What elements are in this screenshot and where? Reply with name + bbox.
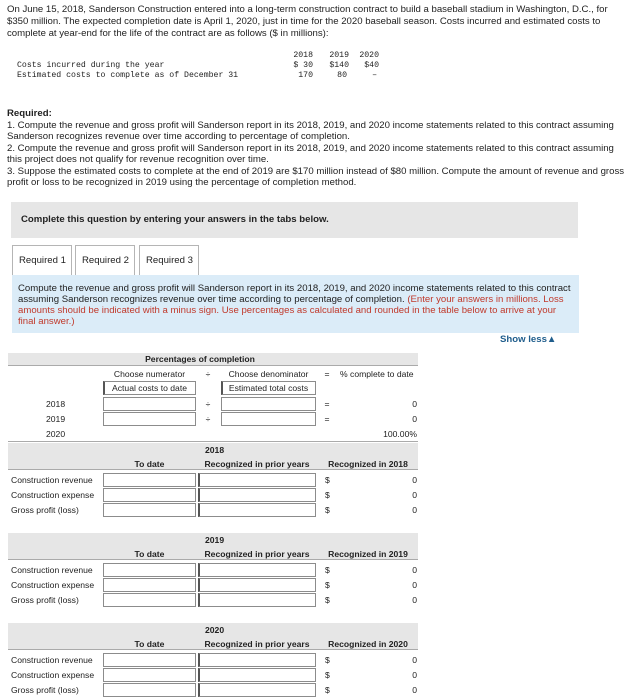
- expense-currency-2019: $: [325, 580, 330, 590]
- pct-result-2020: 100.00%: [383, 429, 417, 439]
- expense-prior-input-2018[interactable]: [198, 488, 316, 502]
- revenue-label-2020: Construction revenue: [11, 655, 93, 665]
- revenue-currency-2020: $: [325, 655, 330, 665]
- recognized-header-2019: Recognized in 2019: [328, 549, 408, 559]
- expense-todate-input-2020[interactable]: [103, 668, 196, 682]
- section-year-2020: 2020: [205, 625, 225, 635]
- tab-required-2[interactable]: Required 2: [75, 245, 135, 275]
- denominator-select[interactable]: Estimated total costs: [228, 383, 309, 393]
- gross-profit-recognized-2018: 0: [412, 505, 417, 515]
- revenue-recognized-2018: 0: [412, 475, 417, 485]
- expense-prior-input-2019[interactable]: [198, 578, 316, 592]
- numerator-header: Choose numerator: [113, 369, 186, 379]
- tab-required-3[interactable]: Required 3: [139, 245, 199, 275]
- numerator-select[interactable]: Actual costs to date: [112, 383, 187, 393]
- denominator-input-2019[interactable]: [221, 412, 316, 426]
- numerator-input-2019[interactable]: [103, 412, 196, 426]
- expense-recognized-2019: 0: [412, 580, 417, 590]
- divide-sign-2019: ÷: [205, 414, 211, 424]
- result-header: % complete to date: [340, 369, 414, 379]
- expense-prior-input-2020[interactable]: [198, 668, 316, 682]
- problem-intro: On June 15, 2018, Sanderson Construction entered into a long-term construction contract to build a baseball stadium in Washington, D.C., for $350 million. The expected completion date is April 1, 2020, just in time for the 2020 baseball season. Costs incurred and estimated costs to complete at year-end for the life of the contract are as follows ($ in millions):: [7, 4, 608, 39]
- gross-profit-recognized-2020: 0: [412, 685, 417, 695]
- est-costs-2020: –: [372, 71, 377, 80]
- denominator-header: Choose denominator: [228, 369, 309, 379]
- gross-profit-label-2020: Gross profit (loss): [11, 685, 79, 695]
- expense-label-2018: Construction expense: [11, 490, 95, 500]
- pct-result-2018: 0: [412, 399, 417, 409]
- gross-profit-prior-input-2019[interactable]: [198, 593, 316, 607]
- divide-sign: ÷: [205, 369, 211, 379]
- prior-header-2018: Recognized in prior years: [204, 459, 310, 469]
- revenue-recognized-2019: 0: [412, 565, 417, 575]
- costs-incurred-label: Costs incurred during the year: [17, 61, 165, 70]
- recognized-header-2018: Recognized in 2018: [328, 459, 408, 469]
- equals-sign: =: [324, 369, 330, 379]
- revenue-currency-2018: $: [325, 475, 330, 485]
- required-item-1: 1. Compute the revenue and gross profit will Sanderson report in its 2018, 2019, and 2020 income statements related to this contract assuming Sanderson recognizes revenue over time according to percentage of completion.: [7, 119, 614, 142]
- expense-currency-2020: $: [325, 670, 330, 680]
- gross-profit-currency-2019: $: [325, 595, 330, 605]
- est-costs-label: Estimated costs to complete as of December 31: [17, 71, 239, 80]
- est-costs-2019: 80: [337, 71, 347, 80]
- year-2019-header: 2019: [329, 51, 349, 60]
- pct-result-2019: 0: [412, 414, 417, 424]
- pct-year-2020: 2020: [46, 429, 66, 439]
- question-note: (Enter your answers in millions. Loss amounts should be indicated with a minus sign. Use percentages as calculated and rounded in the table below to arrive at your final answer.): [18, 294, 564, 327]
- year-2018-header: 2018: [293, 51, 313, 60]
- expense-recognized-2018: 0: [412, 490, 417, 500]
- gross-profit-todate-input-2020[interactable]: [103, 683, 196, 697]
- revenue-label-2018: Construction revenue: [11, 475, 93, 485]
- instruction-banner: Complete this question by entering your answers in the tabs below.: [11, 202, 578, 238]
- gross-profit-label-2019: Gross profit (loss): [11, 595, 79, 605]
- required-item-2: 2. Compute the revenue and gross profit will Sanderson report in its 2018, 2019, and 2020 income statements related to this contract assuming this project does not qualify for revenue recognition over time.: [7, 142, 614, 165]
- est-costs-2018: 170: [298, 71, 313, 80]
- revenue-prior-input-2018[interactable]: [198, 473, 316, 487]
- todate-header-2019: To date: [134, 549, 165, 559]
- revenue-todate-input-2020[interactable]: [103, 653, 196, 667]
- gross-profit-currency-2018: $: [325, 505, 330, 515]
- costs-incurred-2019: $140: [329, 61, 349, 70]
- show-less-link[interactable]: Show less▲: [500, 334, 557, 345]
- gross-profit-todate-input-2019[interactable]: [103, 593, 196, 607]
- gross-profit-recognized-2019: 0: [412, 595, 417, 605]
- required-heading: Required:: [7, 108, 52, 119]
- prior-header-2020: Recognized in prior years: [204, 639, 310, 649]
- revenue-todate-input-2018[interactable]: [103, 473, 196, 487]
- revenue-label-2019: Construction revenue: [11, 565, 93, 575]
- expense-todate-input-2019[interactable]: [103, 578, 196, 592]
- year-2020-header: 2020: [359, 51, 379, 60]
- prior-header-2019: Recognized in prior years: [204, 549, 310, 559]
- revenue-prior-input-2019[interactable]: [198, 563, 316, 577]
- gross-profit-currency-2020: $: [325, 685, 330, 695]
- question-box: [12, 275, 579, 333]
- todate-header-2020: To date: [134, 639, 165, 649]
- required-section: [7, 108, 629, 189]
- section-year-2019: 2019: [205, 535, 225, 545]
- pct-title: Percentages of completion: [145, 354, 255, 364]
- costs-incurred-2020: $40: [364, 61, 379, 70]
- expense-currency-2018: $: [325, 490, 330, 500]
- expense-recognized-2020: 0: [412, 670, 417, 680]
- revenue-recognized-2020: 0: [412, 655, 417, 665]
- question-text: Compute the revenue and gross profit will Sanderson report in its 2018, 2019, and 2020 income statements related to this contract assuming Sanderson recognizes revenue over time according to percentage of completion.: [18, 283, 571, 305]
- equals-sign-2018: =: [324, 399, 330, 409]
- costs-incurred-2018: $ 30: [293, 61, 313, 70]
- revenue-currency-2019: $: [325, 565, 330, 575]
- equals-sign-2019: =: [324, 414, 330, 424]
- expense-label-2019: Construction expense: [11, 580, 95, 590]
- recognized-header-2020: Recognized in 2020: [328, 639, 408, 649]
- gross-profit-todate-input-2018[interactable]: [103, 503, 196, 517]
- gross-profit-prior-input-2020[interactable]: [198, 683, 316, 697]
- revenue-prior-input-2020[interactable]: [198, 653, 316, 667]
- revenue-todate-input-2019[interactable]: [103, 563, 196, 577]
- pct-year-2018: 2018: [46, 399, 66, 409]
- pct-year-2019: 2019: [46, 414, 66, 424]
- gross-profit-label-2018: Gross profit (loss): [11, 505, 79, 515]
- gross-profit-prior-input-2018[interactable]: [198, 503, 316, 517]
- todate-header-2018: To date: [134, 459, 165, 469]
- required-item-3: 3. Suppose the estimated costs to complete at the end of 2019 are $170 million instead of $80 million. Compute the amount of revenue and gross profit or loss to be recognized in 2019 using the percentage of completion method.: [7, 165, 625, 188]
- tab-required-1[interactable]: Required 1: [12, 245, 72, 275]
- expense-todate-input-2018[interactable]: [103, 488, 196, 502]
- divide-sign-2018: ÷: [205, 399, 211, 409]
- section-year-2018: 2018: [205, 445, 225, 455]
- numerator-input-2018[interactable]: [103, 397, 196, 411]
- denominator-input-2018[interactable]: [221, 397, 316, 411]
- expense-label-2020: Construction expense: [11, 670, 95, 680]
